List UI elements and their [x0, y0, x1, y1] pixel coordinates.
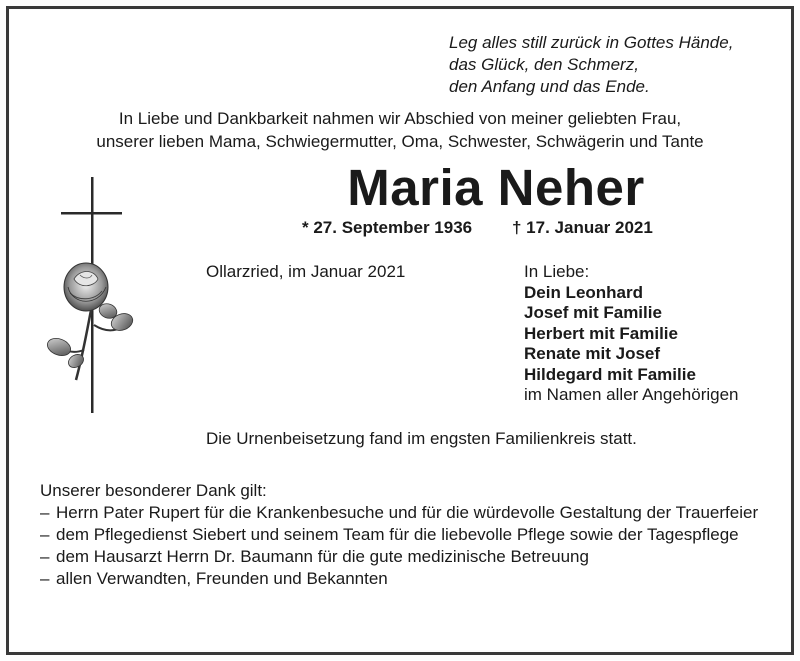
family-closing: im Namen aller Angehörigen — [524, 385, 739, 404]
dash: – — [40, 525, 50, 544]
family-member: Dein Leonhard — [524, 282, 644, 302]
intro-line-1: In Liebe und Dankbarkeit nahmen wir Abschied von meiner geliebten Frau, — [118, 109, 682, 128]
dash: – — [40, 569, 50, 588]
dash: – — [40, 547, 50, 566]
death-date: † 17. Januar 2021 — [512, 218, 653, 237]
place-date: Ollarzried, im Januar 2021 — [206, 262, 406, 281]
thanks-heading: Unserer besonderer Dank gilt: — [40, 481, 267, 500]
thanks-item — [40, 568, 760, 590]
deceased-name: Maria Neher — [347, 159, 645, 216]
family-member: Herbert mit Familie — [524, 323, 678, 343]
thanks-item — [40, 502, 760, 524]
thanks-item-text: Herrn Pater Rupert für die Krankenbesuche und für die würdevolle Gestaltung der Trauerfeier — [56, 503, 759, 522]
family-intro: In Liebe: — [524, 262, 590, 281]
intro-line-2: unserer lieben Mama, Schwiegermutter, Oma, Schwester, Schwägerin und Tante — [96, 132, 704, 151]
thanks-item — [40, 524, 760, 546]
thanks-item-text: dem Hausarzt Herrn Dr. Baumann für die gute medizinische Betreuung — [56, 547, 589, 566]
poem-line: den Anfang und das Ende. — [449, 77, 650, 96]
birth-date: * 27. September 1936 — [302, 218, 473, 237]
thanks-item-text: allen Verwandten, Freunden und Bekannten — [56, 569, 388, 588]
thanks-item-text: dem Pflegedienst Siebert und seinem Team für die liebevolle Pflege sowie der Tagespflege — [56, 525, 739, 544]
thanks-item — [40, 546, 760, 568]
family-member: Josef mit Familie — [524, 303, 662, 322]
poem-line: Leg alles still zurück in Gottes Hände, — [449, 33, 734, 52]
poem — [449, 32, 733, 98]
dash: – — [40, 503, 50, 522]
family-signatures — [524, 262, 739, 406]
family-member: Renate mit Josef — [524, 344, 661, 363]
rose-icon — [45, 263, 135, 380]
cross-icon — [40, 175, 140, 425]
urn-notice: Die Urnenbeisetzung fand im engsten Familienkreis statt. — [206, 429, 637, 448]
poem-line: das Glück, den Schmerz, — [449, 55, 639, 74]
family-member: Hildegard mit Familie — [524, 364, 696, 384]
thanks-section — [40, 480, 760, 590]
